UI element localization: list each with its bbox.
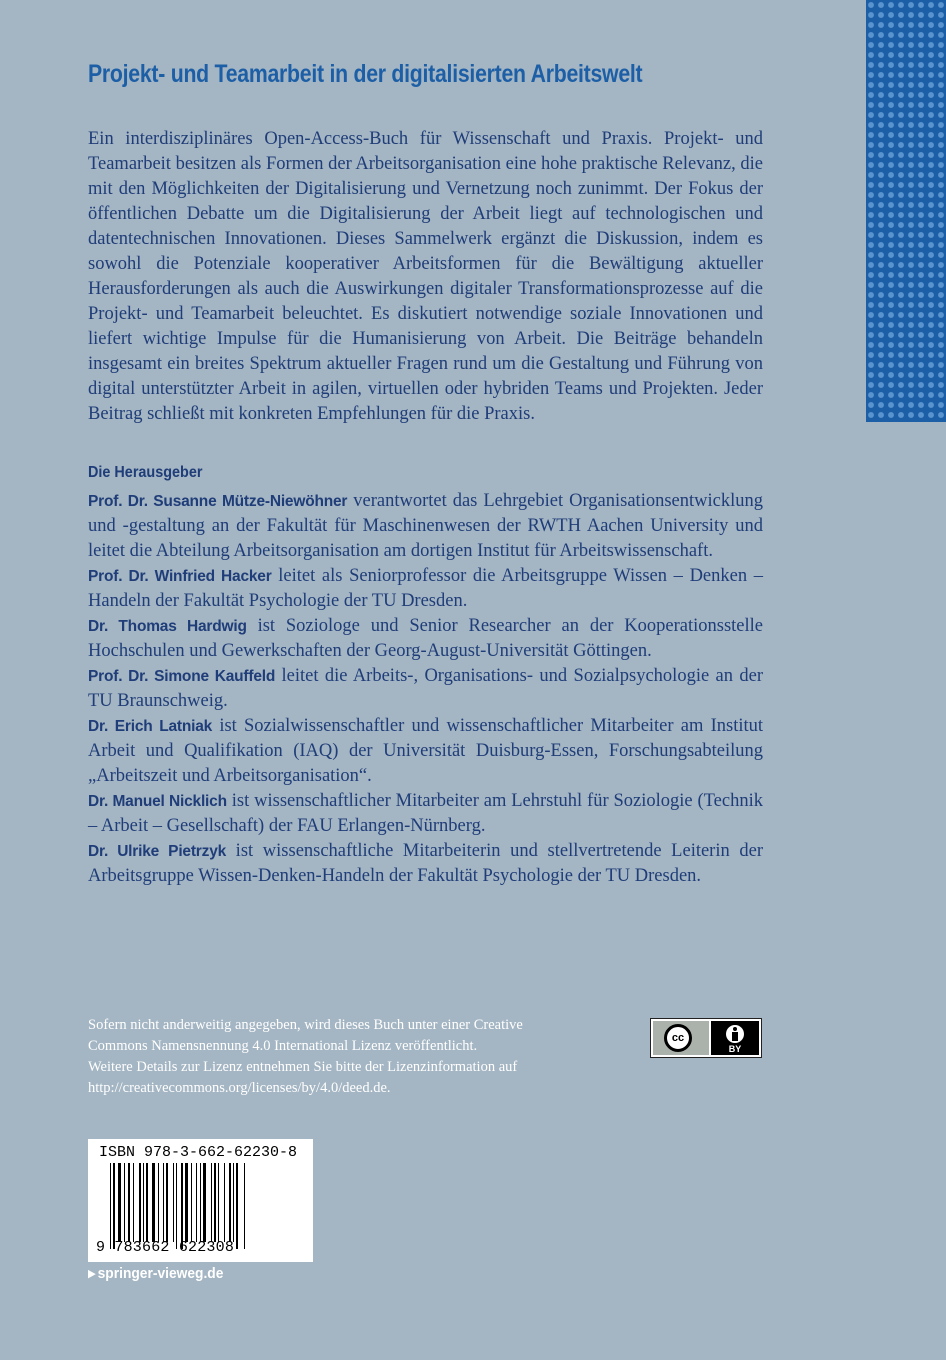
arrow-right-icon: ▶ xyxy=(88,1268,96,1280)
barcode-bar xyxy=(110,1163,111,1249)
editor-entry xyxy=(88,839,763,889)
editor-name: Dr. Manuel Nicklich xyxy=(88,793,227,810)
attribution-person-icon xyxy=(724,1023,746,1045)
barcode-bar xyxy=(124,1163,125,1242)
editor-name: Dr. Thomas Hardwig xyxy=(88,618,247,635)
editor-name: Dr. Ulrike Pietrzyk xyxy=(88,843,227,860)
barcode-bar xyxy=(244,1163,245,1249)
barcode-bar xyxy=(185,1163,188,1242)
editor-bio: ist Sozialwissenschaftler und wissenschaftlicher Mitarbeiter am Institut Arbeit und Qualifikation (IAQ) der Universität Duisburg-Essen, Forschungsabteilung „Arbeitszeit und Arbeitsorganisation“. xyxy=(88,716,763,786)
barcode-bar xyxy=(224,1163,225,1242)
barcode-bar xyxy=(200,1163,201,1242)
editor-entry xyxy=(88,789,763,839)
editor-entry xyxy=(88,489,763,564)
editor-bio: ist wissenschaftliche Mitarbeiterin und stellvertretende Leiterin der Arbeitsgruppe Wissen-Denken-Handeln der Fakultät Psychologie der TU Dresden. xyxy=(88,841,763,886)
editor-name: Dr. Erich Latniak xyxy=(88,718,213,735)
editor-entry xyxy=(88,564,763,614)
barcode-bar xyxy=(211,1163,212,1242)
barcode-bar xyxy=(176,1163,177,1249)
license-line: Weitere Details zur Lizenz entnehmen Sie bitte der Lizenzinformation auf xyxy=(88,1059,518,1075)
editor-bio: ist wissenschaftlicher Mitarbeiter am Lehrstuhl für Soziologie (Technik – Arbeit – Gesellschaft) der FAU Erlangen-Nürnberg. xyxy=(88,791,763,836)
editors-heading: Die Herausgeber xyxy=(88,464,203,481)
barcode-bar xyxy=(163,1163,164,1242)
barcode-bar xyxy=(191,1163,192,1242)
by-label: BY xyxy=(728,1044,742,1054)
book-description: Ein interdisziplinäres Open-Access-Buch für Wissenschaft und Praxis. Projekt- und Teamarbeit besitzen als Formen der Arbeitsorganisation eine hohe praktische Relevanz, die mit den Möglichkeiten der Digitalisierung und Vernetzung noch zunimmt. Der Fokus der öffentlichen Debatte um die Digitalisierung der Arbeit liegt auf technologischen und datentechnischen Innovationen. Dieses Sammelwerk ergänzt die Diskussion, indem es sowohl die Potenziale kooperativer Arbeitsformen für die Bewältigung aktueller Herausforderungen als auch die Auswirkungen digitaler Transformationsprozesse auf die Projekt- und Teamarbeit beleuchtet. Es diskutiert notwendige soziale Innovationen und liefert wichtige Impulse für die Humanisierung von Arbeit. Die Beiträge behandeln insgesamt ein breites Spektrum aktueller Fragen rund um die Gestaltung und Führung von digital unterstützter Arbeit in agilen, virtuellen oder hybriden Teams und Projekten. Jeder Beitrag schließt mit konkreten Empfehlungen für die Praxis. xyxy=(88,129,763,424)
editor-entry xyxy=(88,714,763,789)
isbn-barcode xyxy=(88,1139,313,1262)
editor-entry xyxy=(88,614,763,664)
barcode-digits: 9 783662 622308 xyxy=(96,1239,235,1256)
license-url: http://creativecommons.org/licenses/by/4.0/deed.de. xyxy=(88,1080,391,1096)
publisher-url: springer-vieweg.de xyxy=(97,1265,224,1282)
barcode-bar xyxy=(113,1163,115,1249)
barcode-bar xyxy=(146,1163,148,1242)
editor-bio: ist Soziologe und Senior Researcher an der Kooperationsstelle Hochschulen und Gewerkschaften der Georg-August-Universität Göttingen. xyxy=(88,616,764,661)
license-line: Commons Namensnennung 4.0 International Lizenz veröffentlicht. xyxy=(88,1038,478,1054)
license-notice xyxy=(88,1015,588,1099)
barcode-bar xyxy=(218,1163,219,1242)
barcode-bar xyxy=(118,1163,121,1242)
barcode-bar xyxy=(229,1163,231,1242)
barcode-bar xyxy=(128,1163,130,1242)
book-title: Projekt- und Teamarbeit in der digitalisierten Arbeitswelt xyxy=(88,60,643,88)
publisher-website xyxy=(88,1265,223,1282)
barcode-bar xyxy=(152,1163,155,1242)
barcode-bar xyxy=(236,1163,238,1249)
editor-bio: leitet die Arbeits-, Organisations- und Sozialpsychologie an der TU Braunschweig. xyxy=(88,666,764,711)
cc-by-license-badge xyxy=(650,1018,762,1058)
creative-commons-icon: cc xyxy=(664,1024,692,1052)
editors-list xyxy=(88,489,763,889)
barcode-bar xyxy=(143,1163,144,1242)
barcode-bar xyxy=(214,1163,216,1242)
license-line: Sofern nicht anderweitig angegeben, wird dieses Buch unter einer Creative xyxy=(88,1017,523,1033)
editor-name: Prof. Dr. Susanne Mütze-Niewöhner xyxy=(88,493,348,510)
editor-bio: leitet als Seniorprofessor die Arbeitsgruppe Wissen – Denken – Handeln der Fakultät Psychologie der TU Dresden. xyxy=(88,566,764,611)
barcode-bar xyxy=(139,1163,141,1242)
editor-name: Prof. Dr. Winfried Hacker xyxy=(88,568,272,585)
barcode-bar xyxy=(173,1163,174,1242)
barcode-bar xyxy=(196,1163,197,1242)
isbn-label: ISBN 978-3-662-62230-8 xyxy=(99,1144,298,1161)
barcode-bar xyxy=(158,1163,159,1242)
editor-entry xyxy=(88,664,763,714)
barcode-bar xyxy=(233,1163,234,1242)
barcode-bar xyxy=(181,1163,183,1249)
editor-bio: verantwortet das Lehrgebiet Organisationsentwicklung und -gestaltung an der Fakultät für Maschinenwesen der RWTH Aachen University und leitet die Abteilung Arbeitsorganisation am dortigen Institut für Arbeitswissenschaft. xyxy=(88,491,763,561)
dot-pattern-decoration xyxy=(866,0,946,422)
barcode-bar xyxy=(133,1163,134,1242)
barcode-bar xyxy=(166,1163,168,1242)
barcode-bar xyxy=(203,1163,206,1242)
editor-name: Prof. Dr. Simone Kauffeld xyxy=(88,668,276,685)
